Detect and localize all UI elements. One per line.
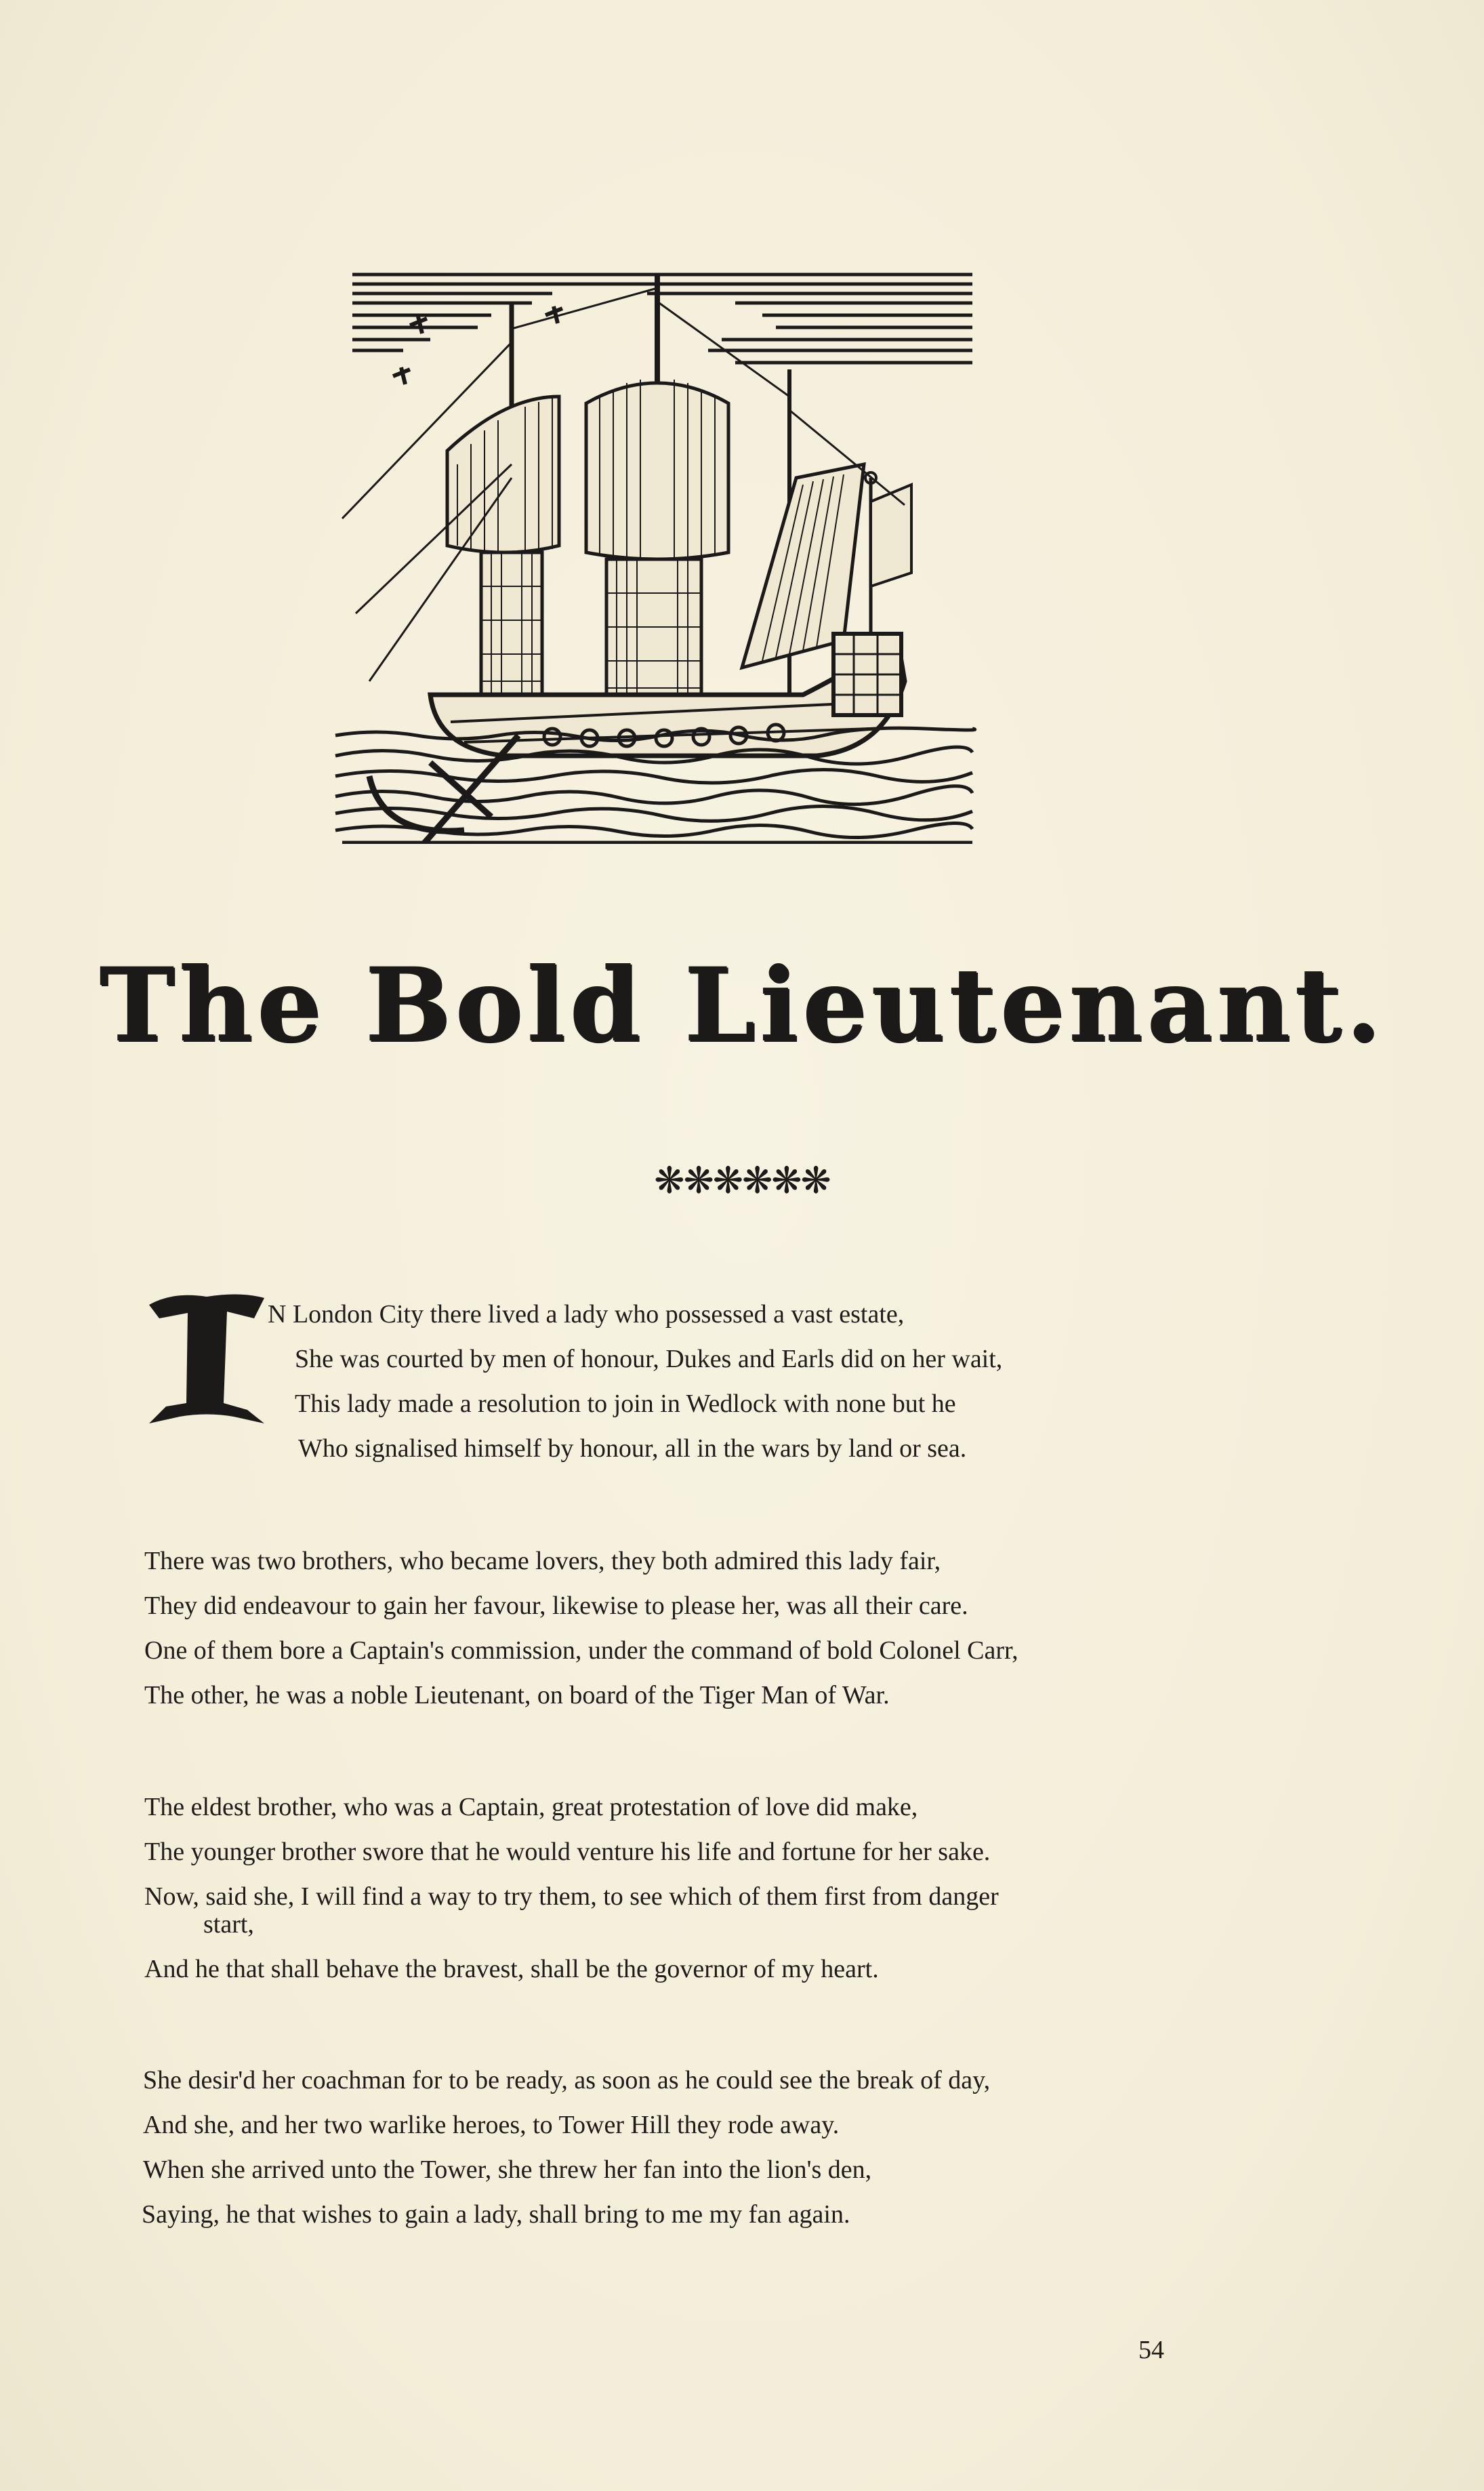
stanza-3-line-3-continuation: start,: [203, 1910, 254, 1939]
stanza-2-line-2: They did endeavour to gain her favour, likewise to please her, was all their care.: [144, 1592, 968, 1620]
sky-hatching: [352, 275, 972, 363]
decorative-ornament-row: ❋❋❋❋❋❋: [654, 1160, 830, 1201]
drop-cap-initial: [146, 1291, 268, 1427]
stanza-3-line-3: Now, said she, I will find a way to try them, to see which of them first from danger: [144, 1882, 999, 1911]
poem-title: The Bold Lieutenant.: [99, 946, 1385, 1065]
stanza-2-line-3: One of them bore a Captain's commission, under the command of bold Colonel Carr,: [144, 1636, 1018, 1665]
stanza-4-line-4: Saying, he that wishes to gain a lady, shall bring to me my fan again.: [142, 2200, 850, 2229]
stanza-1-line-4: Who signalised himself by honour, all in the wars by land or sea.: [298, 1434, 967, 1463]
stanza-1-line-3: This lady made a resolution to join in Wedlock with none but he: [295, 1390, 956, 1418]
stanza-4-line-2: And she, and her two warlike heroes, to Tower Hill they rode away.: [143, 2111, 840, 2139]
stanza-3-line-1: The eldest brother, who was a Captain, great protestation of love did make,: [144, 1793, 918, 1821]
stanza-1-line-1: N London City there lived a lady who possessed a vast estate,: [268, 1300, 905, 1329]
ship-woodcut-illustration: [329, 261, 979, 844]
stanza-4-line-1: She desir'd her coachman for to be ready, as soon as he could see the break of day,: [143, 2066, 991, 2094]
stanza-2-line-1: There was two brothers, who became lovers, they both admired this lady fair,: [144, 1547, 941, 1575]
stanza-3-line-2: The younger brother swore that he would venture his life and fortune for her sake.: [144, 1838, 991, 1866]
stanza-3-line-4: And he that shall behave the bravest, shall be the governor of my heart.: [144, 1955, 879, 1983]
stanza-2-line-4: The other, he was a noble Lieutenant, on board of the Tiger Man of War.: [144, 1681, 890, 1709]
stanza-1-line-2: She was courted by men of honour, Dukes and Earls did on her wait,: [295, 1345, 1003, 1373]
stanza-4-line-3: When she arrived unto the Tower, she threw her fan into the lion's den,: [143, 2155, 872, 2184]
page-number: 54: [1138, 2336, 1164, 2364]
